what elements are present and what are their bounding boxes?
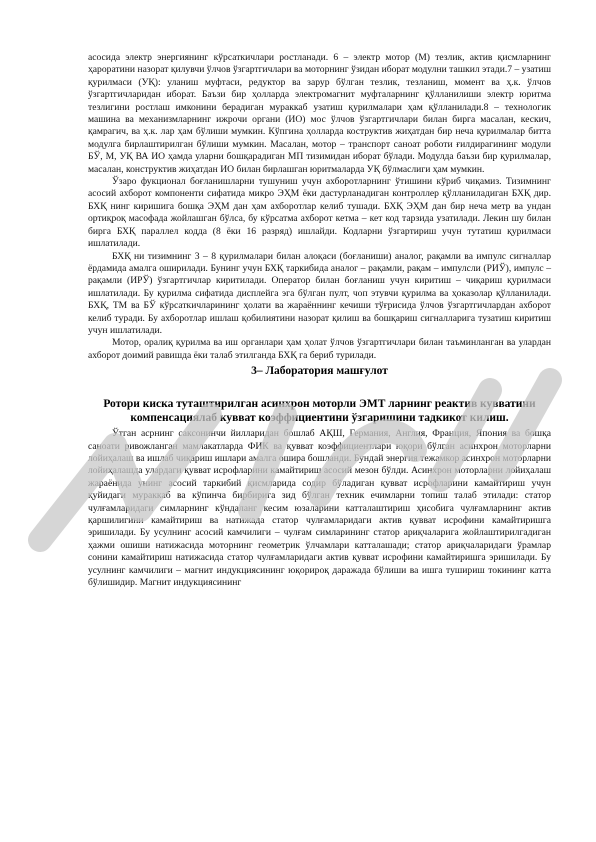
section-paragraph-1: Ўтган асрнинг саксонинчи йилларидан бошлаб АҚШ, Германия, Англия, Франция, Япония ва бошқа саноати ривожланган мамлакатларда ФИК ва қувват коэффициентлари юқори бўлган асинхрон моторларни лойиҳалаш ва ишлаб чиқариш ишлари амалга ошира бошланди. Бундай энергия тежамкор асинхрон моторларни лойиҳалашда улардаги қувват исрофларини камайтириш асосий мезон бўлди. Асинхрон моторларни лойиҳалаш жараёнида унинг асосий таркибий қисмларида содир бўладиган қувват исрофларини камайтириш учун қуйидаги мураккаб ва кўпинча бирбирига зид бўлган техник ечимларни топиш талаб этилади: статор чулғамларидаги симларнинг кўндаланг кесим юзаларини катталаштириш ҳисобига чулғамларнинг актив қаршилигини камайтириш ва натижада статор чулғамларидаги актив қувват исрофини камайтиришга эришилади. Бу усулнинг асосий камчилиги – чулғам симларининг статор ариқчаларига жойлаштирилгадиган ҳажми ошиши натижасида моторнинг геометрик ўлчамлари катталашади; статор ариқчаларидаги ўрамлар сонини камайтириш натижасида статор чулғамларидаги актив қувват исрофини камайтиришга эришилади. Бу усулнинг камчилиги – магнит индукциясининг юқорироқ даражада бўлиши ва ишга тушириш токининг катта бўлишидир. Магнит индукциясининг: [88, 428, 551, 589]
paragraph-1: асосида электр энергиянинг кўрсаткичлари ростланади. 6 – электр мотор (М) тезлик, актив қисмларнинг ҳароратини назорат қилувчи ўлчов ўзгартгичлари ва моторнинг ўзидан иборат модулни ташкил этади.7 – узатиш қурилмаси (УҚ): уланиш муфтаси, редуктор ва зарур бўлган тезлик, тезланиш, момент ва ҳ.к. ўлчов ўзгартгичларидан иборат. Баъзи бир ҳолларда электромагнит муфталарнинг қўлланилиши электр юритма тезлигини ростлаш имконини берадиган мураккаб узатиш қурилмалари ҳам қўлланилади.8 – технологик машина ва механизмларнинг ижрочи органи (ИО) мос ўлчов ўзгартгичлари билан бирга масалан, кескич, қамрагич, ва ҳ.к. лар ҳам бўлиши мумкин. Кўпгина ҳолларда коструктив жиҳатдан бир неча қурилмалар битта модулга бирлаштирилган бўлиши мумкин. Масалан, мотор – транспорт саноат роботи ғилдирагининг модули БЎ, М, УҚ ВА ИО ҳамда уларни бошқарадиган МП тизимидан иборат бўлади. Модулда баъзи бир қурилмалар, масалан, конструктив жиҳатдан ИО билан бирлашган юритмаларда УҚ бўлмаслиги ҳам мумкин.: [88, 52, 551, 175]
lab-title: 3– Лаборатория машғулот: [251, 365, 388, 378]
paragraph-4: Мотор, оралиқ қурилма ва иш органлари ҳам ҳолат ўлчов ўзгартгичлари билан таъминланган ва улардан ахборот доимий равишда ёки талаб этилганда БХҚ га бериб турилади.: [88, 337, 551, 361]
paragraph-2: Ўзаро фукционал боғланишларни тушуниш учун ахборотларнинг ўтишини кўриб чиқамиз. Тизимнинг асосий ахборот компоненти сифатида микро ЭҲМ ёки дастурланадиган контроллер қўлланиладиган БХҚ дир. БХҚ нинг киришига бошқа ЭҲМ дан ҳам ахборотлар келиб тушади. БХҚ ЭҲМ дан бир неча метр ва ундан ортиқроқ масофада жойлашган бўлса, бу кўрсатма ахборот кетма – кет код тарзида узатилади. Лекин шу билан бирга БХҚ параллел кодда (8 ёки 16 разряд) ишлайди. Кодларни ўзгартириш учун тутатиш қурилмаси ишлатилади.: [88, 176, 551, 250]
document-body: [88, 52, 551, 589]
section-title: Ротори киска туташтирилган асинхрон моторли ЭМТ ларнинг реактив кувватини компенсациялаб кувват коэффициентини ўзгаришини тадкикот килиш.: [103, 398, 536, 425]
paragraph-3: БХҚ ни тизимнинг 3 – 8 қурилмалари билан алоқаси (боғланиши) аналог, рақамли ва импулс сигналлар ёрдамида амалга оширилади. Бунинг учун БХҚ таркибида аналог – рақамли, рақам – импулсли (РИЎ), импулс – рақамли (ИРЎ) ўзгартгичлар киритилади. Оператор билан боғланиш учун киритиш – чиқариш қурилмаси ишлатилади. Бу қурилма сифатида дисплейга эга бўлган пулт, чоп этувчи қурилма ва ҳоказолар қўлланилади. БХҚ, ТМ ва БЎ кўрсаткичларининг ҳолати ва жараённинг кечиши тўғрисида ўлчов ўзгартгичлардан ахборот келиб туради. Бу ахборотлар ишлаш қобилиятини назорат қилиш ва бошқариш сигналларига тузатиш киритиш учун ишлатилади.: [88, 250, 551, 336]
